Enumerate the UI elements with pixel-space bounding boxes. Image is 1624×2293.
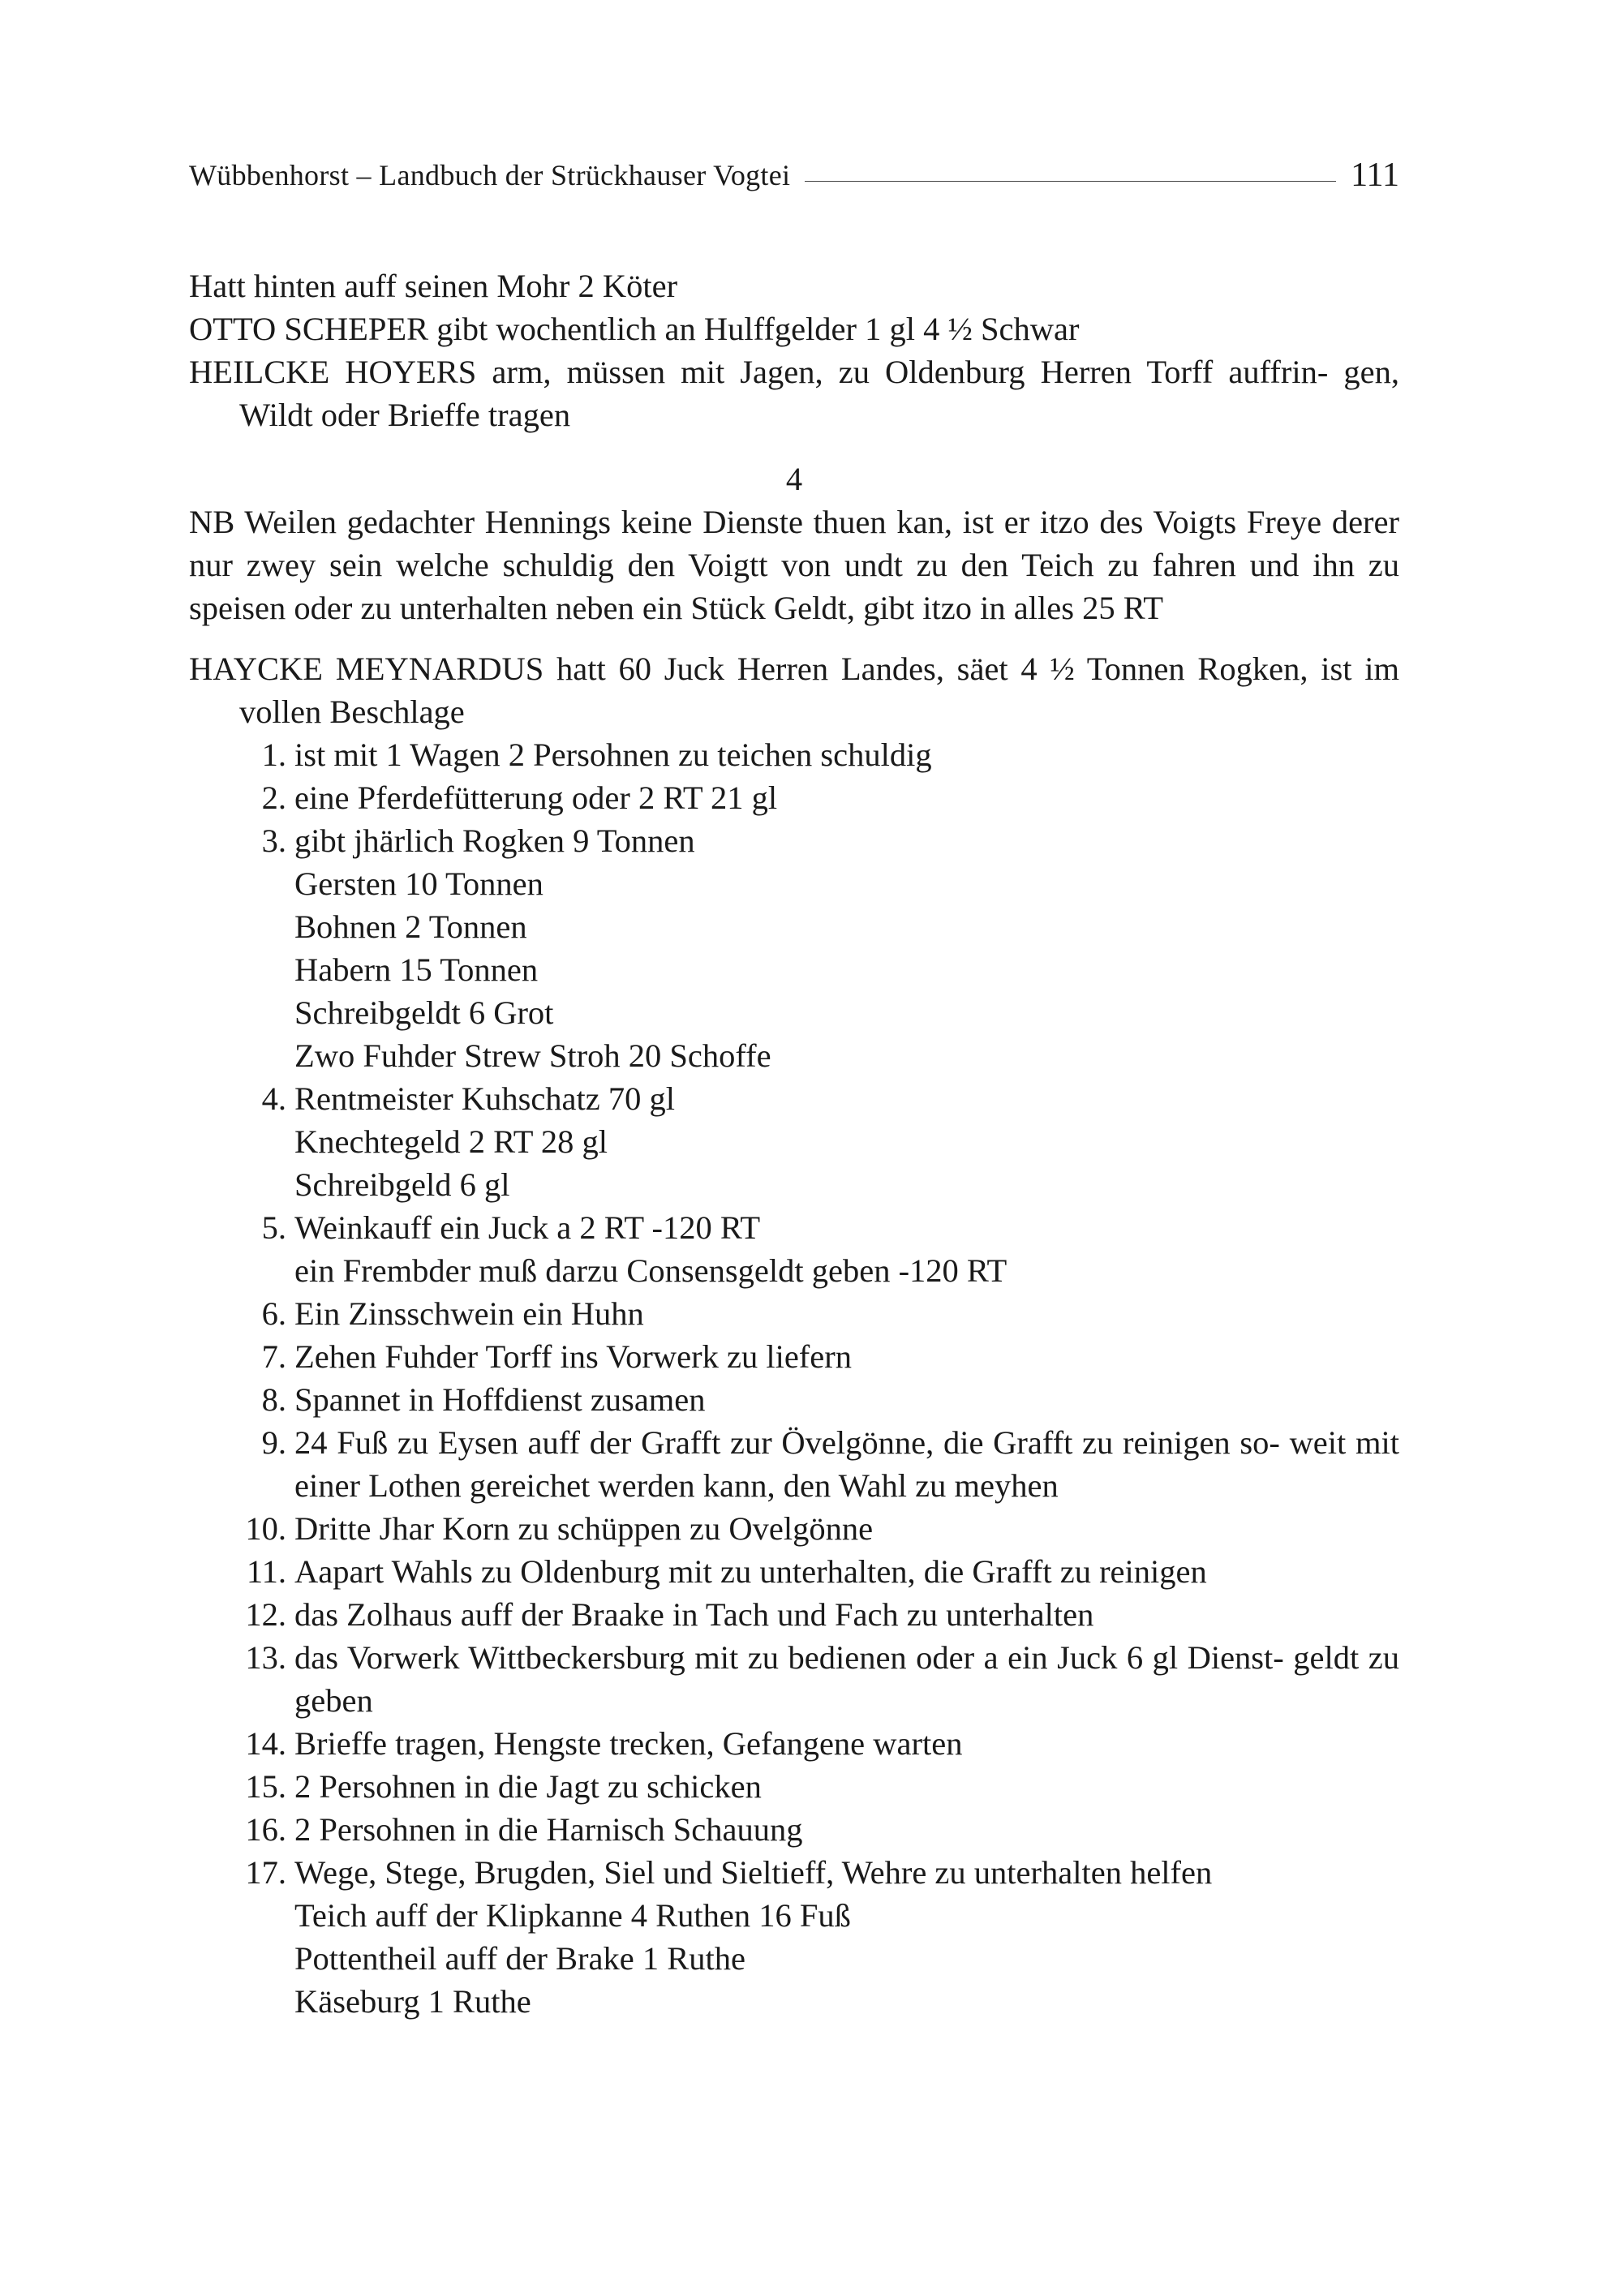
- list-item-text: Brieffe tragen, Hengste trecken, Gefangene warten: [294, 1725, 963, 1762]
- list-item-text: Bohnen 2 Tonnen: [294, 908, 527, 945]
- nb-paragraph: NB Weilen gedachter Hennings keine Dienste thuen kan, ist er itzo des Voigts Freye derer nur zwey sein welche schuldig den Voigtt von undt zu den Teich zu fahren und ihn zu speisen oder zu unterhalten neben ein Stück Geldt, gibt itzo in alles 25 RT: [189, 504, 1399, 626]
- list-item-number: 10.: [245, 1510, 286, 1547]
- list-item-continuation: [189, 1894, 1399, 1937]
- list-item-text: Zehen Fuhder Torff ins Vorwerk zu liefern: [294, 1338, 852, 1375]
- list-item-text: Knechtegeld 2 RT 28 gl: [294, 1123, 608, 1160]
- list-item-text: Aapart Wahls zu Oldenburg mit zu unterhalten, die Grafft zu reinigen: [294, 1553, 1207, 1590]
- list-item: [189, 1722, 1399, 1765]
- list-item-continuation: [189, 1249, 1399, 1292]
- text-line: HEILCKE HOYERS arm, müssen mit Jagen, zu Oldenburg Herren Torff auffrin- gen, Wildt oder Brieffe tragen: [189, 354, 1399, 433]
- list-item-continuation: [189, 1120, 1399, 1163]
- list-item-text: das Zolhaus auff der Braake in Tach und Fach zu unterhalten: [294, 1596, 1094, 1633]
- list-item-continuation: [189, 1163, 1399, 1206]
- list-item-text: Zwo Fuhder Strew Stroh 20 Schoffe: [294, 1037, 771, 1074]
- list-item-text: Pottentheil auff der Brake 1 Ruthe: [294, 1940, 745, 1977]
- list-item: [189, 1636, 1399, 1722]
- list-item: [189, 819, 1399, 862]
- list-item-number: [189, 1894, 294, 1937]
- list-item-text: Gersten 10 Tonnen: [294, 865, 543, 902]
- list-item-text: 2 Persohnen in die Jagt zu schicken: [294, 1768, 762, 1805]
- list-item-continuation: [189, 1937, 1399, 1980]
- list-item-continuation: [189, 948, 1399, 991]
- list-item-text: Wege, Stege, Brugden, Siel und Sieltieff, Wehre zu unterhalten helfen: [294, 1854, 1213, 1891]
- list-item-number: [189, 1937, 294, 1980]
- list-item-number: 4.: [261, 1080, 286, 1117]
- list-item-text: Dritte Jhar Korn zu schüppen zu Ovelgönne: [294, 1510, 874, 1547]
- list-item: [189, 776, 1399, 819]
- list-item: [189, 1378, 1399, 1421]
- list-item-number: [189, 948, 294, 991]
- list-item-number: 12.: [245, 1596, 286, 1633]
- list-item: [189, 1808, 1399, 1851]
- section-number: 4: [785, 461, 803, 497]
- list-item-number: [189, 1120, 294, 1163]
- list-item-number: [189, 862, 294, 905]
- list-item-number: 14.: [245, 1725, 286, 1762]
- list-item-text: Weinkauff ein Juck a 2 RT -120 RT: [294, 1209, 761, 1246]
- text-line: OTTO SCHEPER gibt wochentlich an Hulffgelder 1 gl 4 ½ Schwar: [189, 311, 1080, 347]
- list-item-text: Ein Zinsschwein ein Huhn: [294, 1295, 644, 1332]
- list-item-number: 11.: [246, 1553, 286, 1590]
- list-item-number: 2.: [261, 779, 286, 816]
- list-item-number: 7.: [261, 1338, 286, 1375]
- entry-heading: HAYCKE MEYNARDUS hatt 60 Juck Herren Landes, säet 4 ½ Tonnen Rogken, ist im vollen Beschlage: [189, 651, 1399, 730]
- list-item-text: Teich auff der Klipkanne 4 Ruthen 16 Fuß: [294, 1897, 851, 1934]
- list-item-continuation: [189, 862, 1399, 905]
- list-item-continuation: [189, 905, 1399, 948]
- list-item-text: das Vorwerk Wittbeckersburg mit zu bedienen oder a ein Juck 6 gl Dienst- geldt zu geben: [294, 1639, 1399, 1719]
- list-item-text: 2 Persohnen in die Harnisch Schauung: [294, 1811, 803, 1848]
- page-number: 111: [1351, 157, 1399, 194]
- list-item-number: [189, 1034, 294, 1077]
- header-rule: [805, 181, 1336, 182]
- list-item-text: Käseburg 1 Ruthe: [294, 1983, 531, 2020]
- page-body: [189, 264, 1399, 2023]
- list-item: [189, 1421, 1399, 1507]
- text-line: Hatt hinten auff seinen Mohr 2 Köter: [189, 268, 678, 304]
- list-item: [189, 1593, 1399, 1636]
- list-item-number: 9.: [261, 1424, 286, 1461]
- list-item: [189, 1077, 1399, 1120]
- list-item-text: Rentmeister Kuhschatz 70 gl: [294, 1080, 676, 1117]
- list-item: [189, 1765, 1399, 1808]
- list-item: [189, 1292, 1399, 1335]
- list-item-text: ein Frembder muß darzu Consensgeldt geben -120 RT: [294, 1252, 1007, 1289]
- list-item-text: 24 Fuß zu Eysen auff der Grafft zur Övelgönne, die Grafft zu reinigen so- weit mit einer Lothen gereichet werden kann, den Wahl zu meyhen: [294, 1424, 1399, 1504]
- list-item: [189, 1335, 1399, 1378]
- list-item-text: Schreibgeld 6 gl: [294, 1166, 510, 1203]
- list-item-text: Habern 15 Tonnen: [294, 951, 539, 988]
- list-item-number: [189, 905, 294, 948]
- list-item-text: Schreibgeldt 6 Grot: [294, 994, 554, 1031]
- running-header: [189, 146, 1399, 195]
- list-item-text: ist mit 1 Wagen 2 Persohnen zu teichen schuldig: [294, 736, 932, 773]
- running-title: Wübbenhorst – Landbuch der Strückhauser Vogtei: [189, 159, 791, 191]
- list-item-number: 5.: [261, 1209, 286, 1246]
- list-item-number: [189, 1980, 294, 2023]
- list-item-text: gibt jhärlich Rogken 9 Tonnen: [294, 822, 695, 859]
- list-item-number: 17.: [245, 1854, 286, 1891]
- list-item-continuation: [189, 1034, 1399, 1077]
- list-item-text: Spannet in Hoffdienst zusamen: [294, 1381, 706, 1418]
- list-item-continuation: [189, 991, 1399, 1034]
- obligations-list: [189, 733, 1399, 2023]
- list-item-number: [189, 1163, 294, 1206]
- list-item-number: [189, 1249, 294, 1292]
- list-item-number: 8.: [261, 1381, 286, 1418]
- list-item-text: eine Pferdefütterung oder 2 RT 21 gl: [294, 779, 778, 816]
- list-item-continuation: [189, 1980, 1399, 2023]
- list-item: [189, 1851, 1399, 1894]
- list-item-number: 16.: [245, 1811, 286, 1848]
- list-item: [189, 1206, 1399, 1249]
- list-item: [189, 1507, 1399, 1550]
- list-item: [189, 1550, 1399, 1593]
- list-item-number: 13.: [245, 1639, 286, 1676]
- list-item-number: 6.: [261, 1295, 286, 1332]
- list-item-number: [189, 991, 294, 1034]
- list-item: [189, 733, 1399, 776]
- list-item-number: 15.: [245, 1768, 286, 1805]
- list-item-number: 3.: [261, 822, 286, 859]
- list-item-number: 1.: [261, 736, 286, 773]
